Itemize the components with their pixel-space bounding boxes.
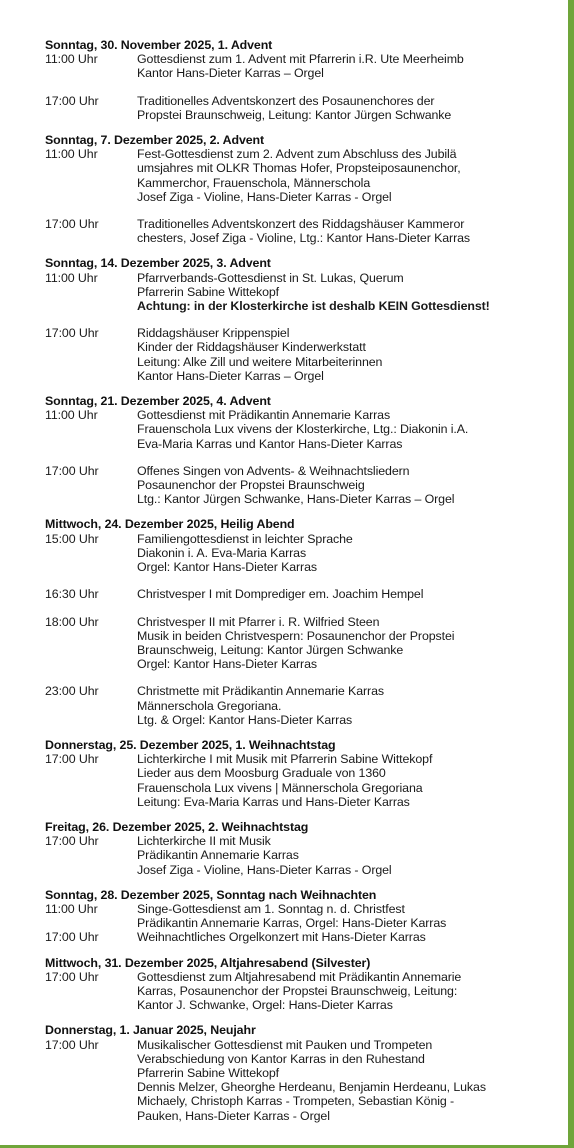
description-line: Braunschweig, Leitung: Kantor Jürgen Schwanke — [137, 642, 404, 657]
description-line: Kinder der Riddagshäuser Kinderwerkstatt — [137, 340, 366, 355]
description-line: Kantor Hans-Dieter Karras – Orgel — [137, 368, 324, 383]
service-time: 18:00 Uhr — [45, 614, 99, 629]
description-line: Frauenschola Lux vivens | Männerschola Gregoriana — [137, 780, 423, 795]
service-time: 11:00 Uhr — [45, 901, 98, 916]
service-time: 17:00 Uhr — [45, 463, 99, 478]
service-time: 11:00 Uhr — [45, 270, 98, 285]
description-line: chesters, Josef Ziga - Violine, Ltg.: Kantor Hans-Dieter Karras — [137, 231, 470, 246]
description-line: Pfarrverbands-Gottesdienst in St. Lukas, Querum — [137, 270, 404, 285]
description-line: Orgel: Kantor Hans-Dieter Karras — [137, 560, 317, 575]
service-description — [137, 52, 555, 80]
service-description — [137, 271, 555, 314]
day-block — [45, 956, 555, 1013]
service-description — [137, 752, 555, 809]
service-entry — [45, 326, 555, 383]
service-description — [137, 408, 555, 451]
description-line: Gottesdienst zum 1. Advent mit Pfarrerin i.R. Ute Meerheimb — [137, 52, 464, 67]
day-heading: Donnerstag, 25. Dezember 2025, 1. Weihnachtstag — [45, 737, 336, 752]
description-line: Gottesdienst mit Prädikantin Annemarie Karras — [137, 408, 391, 423]
service-entry — [45, 587, 555, 601]
description-line: Christmette mit Prädikantin Annemarie Karras — [137, 684, 384, 699]
description-line: Posaunenchor der Propstei Braunschweig — [137, 478, 365, 493]
day-heading: Freitag, 26. Dezember 2025, 2. Weihnachtstag — [45, 819, 309, 834]
day-block — [45, 517, 555, 726]
service-time: 11:00 Uhr — [45, 408, 98, 423]
description-line: Kammerchor, Frauenschola, Männerschola — [137, 175, 371, 190]
description-line: Pauken, Hans-Dieter Karras - Orgel — [137, 1108, 330, 1123]
service-entry — [45, 834, 555, 877]
service-schedule — [45, 38, 555, 1134]
service-description — [137, 217, 555, 245]
description-line: Leitung: Eva-Maria Karras und Hans-Dieter Karras — [137, 794, 410, 809]
description-line: Singe-Gottesdienst am 1. Sonntag n. d. Christfest — [137, 901, 405, 916]
service-time: 17:00 Uhr — [45, 217, 99, 232]
description-line: Offenes Singen von Advents- & Weihnachtsliedern — [137, 463, 410, 478]
notice-line: Achtung: in der Klosterkirche ist deshalb KEIN Gottesdienst! — [137, 299, 490, 314]
description-line: Eva-Maria Karras und Kantor Hans-Dieter Karras — [137, 436, 403, 451]
description-line: Kantor J. Schwanke, Orgel: Hans-Dieter Karras — [137, 998, 393, 1013]
service-time: 17:00 Uhr — [45, 752, 99, 767]
description-line: Verabschiedung von Kantor Karras in den Ruhestand — [137, 1051, 425, 1066]
day-block — [45, 394, 555, 506]
description-line: Musikalischer Gottesdienst mit Pauken und Trompeten — [137, 1037, 433, 1052]
day-block — [45, 38, 555, 122]
description-line: Dennis Melzer, Gheorghe Herdeanu, Benjamin Herdeanu, Lukas — [137, 1080, 486, 1095]
service-entry — [45, 930, 555, 944]
service-entry — [45, 217, 555, 245]
service-entry — [45, 752, 555, 809]
service-entry — [45, 615, 555, 672]
service-description — [137, 684, 555, 727]
service-entry — [45, 271, 555, 314]
description-line: Christvesper II mit Pfarrer i. R. Wilfried Steen — [137, 614, 380, 629]
description-line: Leitung: Alke Zill und weitere Mitarbeiterinnen — [137, 354, 383, 369]
description-line: Musik in beiden Christvespern: Posaunenchor der Propstei — [137, 628, 455, 643]
service-description — [137, 970, 555, 1013]
service-entry — [45, 684, 555, 727]
service-time: 11:00 Uhr — [45, 147, 98, 162]
description-line: Lichterkirche II mit Musik — [137, 834, 271, 849]
description-line: Prädikantin Annemarie Karras, Orgel: Hans-Dieter Karras — [137, 916, 447, 931]
description-line: Lieder aus dem Moosburg Graduale von 1360 — [137, 766, 386, 781]
description-line: Christvesper I mit Domprediger em. Joachim Hempel — [137, 587, 424, 602]
description-line: Orgel: Kantor Hans-Dieter Karras — [137, 657, 317, 672]
service-time: 17:00 Uhr — [45, 834, 99, 849]
service-time: 17:00 Uhr — [45, 1037, 99, 1052]
day-block — [45, 133, 555, 245]
service-entry — [45, 464, 555, 507]
description-line: Weihnachtliches Orgelkonzert mit Hans-Dieter Karras — [137, 930, 426, 945]
description-line: Ltg. & Orgel: Kantor Hans-Dieter Karras — [137, 712, 353, 727]
day-block — [45, 1023, 555, 1122]
service-time: 17:00 Uhr — [45, 969, 99, 984]
day-heading: Mittwoch, 31. Dezember 2025, Altjahresabend (Silvester) — [45, 955, 371, 970]
service-description — [137, 532, 555, 575]
description-line: Traditionelles Adventskonzert des Riddagshäuser Kammeror — [137, 217, 465, 232]
service-time: 16:30 Uhr — [45, 587, 99, 602]
description-line: Pfarrerin Sabine Wittekopf — [137, 284, 280, 299]
service-description — [137, 1038, 555, 1123]
day-heading: Donnerstag, 1. Januar 2025, Neujahr — [45, 1023, 256, 1038]
description-line: Ltg.: Kantor Jürgen Schwanke, Hans-Dieter Karras – Orgel — [137, 492, 455, 507]
day-block — [45, 256, 555, 383]
service-entry — [45, 52, 555, 80]
day-heading: Sonntag, 14. Dezember 2025, 3. Advent — [45, 256, 271, 271]
description-line: Familiengottesdienst in leichter Sprache — [137, 531, 353, 546]
description-line: Gottesdienst zum Altjahresabend mit Prädikantin Annemarie — [137, 969, 462, 984]
service-time: 15:00 Uhr — [45, 531, 99, 546]
description-line: Kantor Hans-Dieter Karras – Orgel — [137, 66, 324, 81]
service-description — [137, 587, 555, 601]
description-line: umsjahres mit OLKR Thomas Hofer, Propsteiposaunenchor, — [137, 161, 461, 176]
description-line: Traditionelles Adventskonzert des Posaunenchores der — [137, 93, 435, 108]
description-line: Propstei Braunschweig, Leitung: Kantor Jürgen Schwanke — [137, 107, 452, 122]
description-line: Karras, Posaunenchor der Propstei Braunschweig, Leitung: — [137, 983, 458, 998]
day-heading: Sonntag, 30. November 2025, 1. Advent — [45, 38, 273, 52]
service-entry — [45, 902, 555, 930]
description-line: Lichterkirche I mit Musik mit Pfarrerin Sabine Wittekopf — [137, 752, 433, 767]
service-time: 11:00 Uhr — [45, 52, 98, 67]
day-block — [45, 888, 555, 945]
description-line: Prädikantin Annemarie Karras — [137, 848, 299, 863]
day-heading: Sonntag, 28. Dezember 2025, Sonntag nach Weihnachten — [45, 887, 377, 902]
service-entry — [45, 532, 555, 575]
service-description — [137, 930, 555, 944]
description-line: Riddagshäuser Krippenspiel — [137, 326, 290, 341]
service-time: 17:00 Uhr — [45, 326, 99, 341]
service-description — [137, 902, 555, 930]
service-description — [137, 464, 555, 507]
service-entry — [45, 1038, 555, 1123]
description-line: Männerschola Gregoriana. — [137, 698, 282, 713]
service-entry — [45, 94, 555, 122]
description-line: Josef Ziga - Violine, Hans-Dieter Karras - Orgel — [137, 862, 392, 877]
service-description — [137, 94, 555, 122]
day-heading: Sonntag, 7. Dezember 2025, 2. Advent — [45, 133, 265, 148]
service-time: 23:00 Uhr — [45, 684, 99, 699]
service-entry — [45, 408, 555, 451]
service-time: 17:00 Uhr — [45, 930, 99, 945]
day-block — [45, 738, 555, 809]
service-entry — [45, 970, 555, 1013]
service-description — [137, 326, 555, 383]
green-border-right — [568, 0, 574, 1148]
day-block — [45, 820, 555, 877]
service-entry — [45, 147, 555, 204]
description-line: Michaely, Christoph Karras - Trompeten, Sebastian König - — [137, 1094, 455, 1109]
description-line: Diakonin i. A. Eva-Maria Karras — [137, 545, 307, 560]
service-time: 17:00 Uhr — [45, 93, 99, 108]
service-description — [137, 147, 555, 204]
description-line: Pfarrerin Sabine Wittekopf — [137, 1065, 280, 1080]
description-line: Frauenschola Lux vivens der Klosterkirche, Ltg.: Diakonin i.A. — [137, 422, 469, 437]
description-line: Josef Ziga - Violine, Hans-Dieter Karras - Orgel — [137, 189, 392, 204]
service-description — [137, 615, 555, 672]
service-description — [137, 834, 555, 877]
day-heading: Sonntag, 21. Dezember 2025, 4. Advent — [45, 394, 271, 409]
day-heading: Mittwoch, 24. Dezember 2025, Heilig Abend — [45, 517, 295, 532]
description-line: Fest-Gottesdienst zum 2. Advent zum Abschluss des Jubilä — [137, 147, 457, 162]
